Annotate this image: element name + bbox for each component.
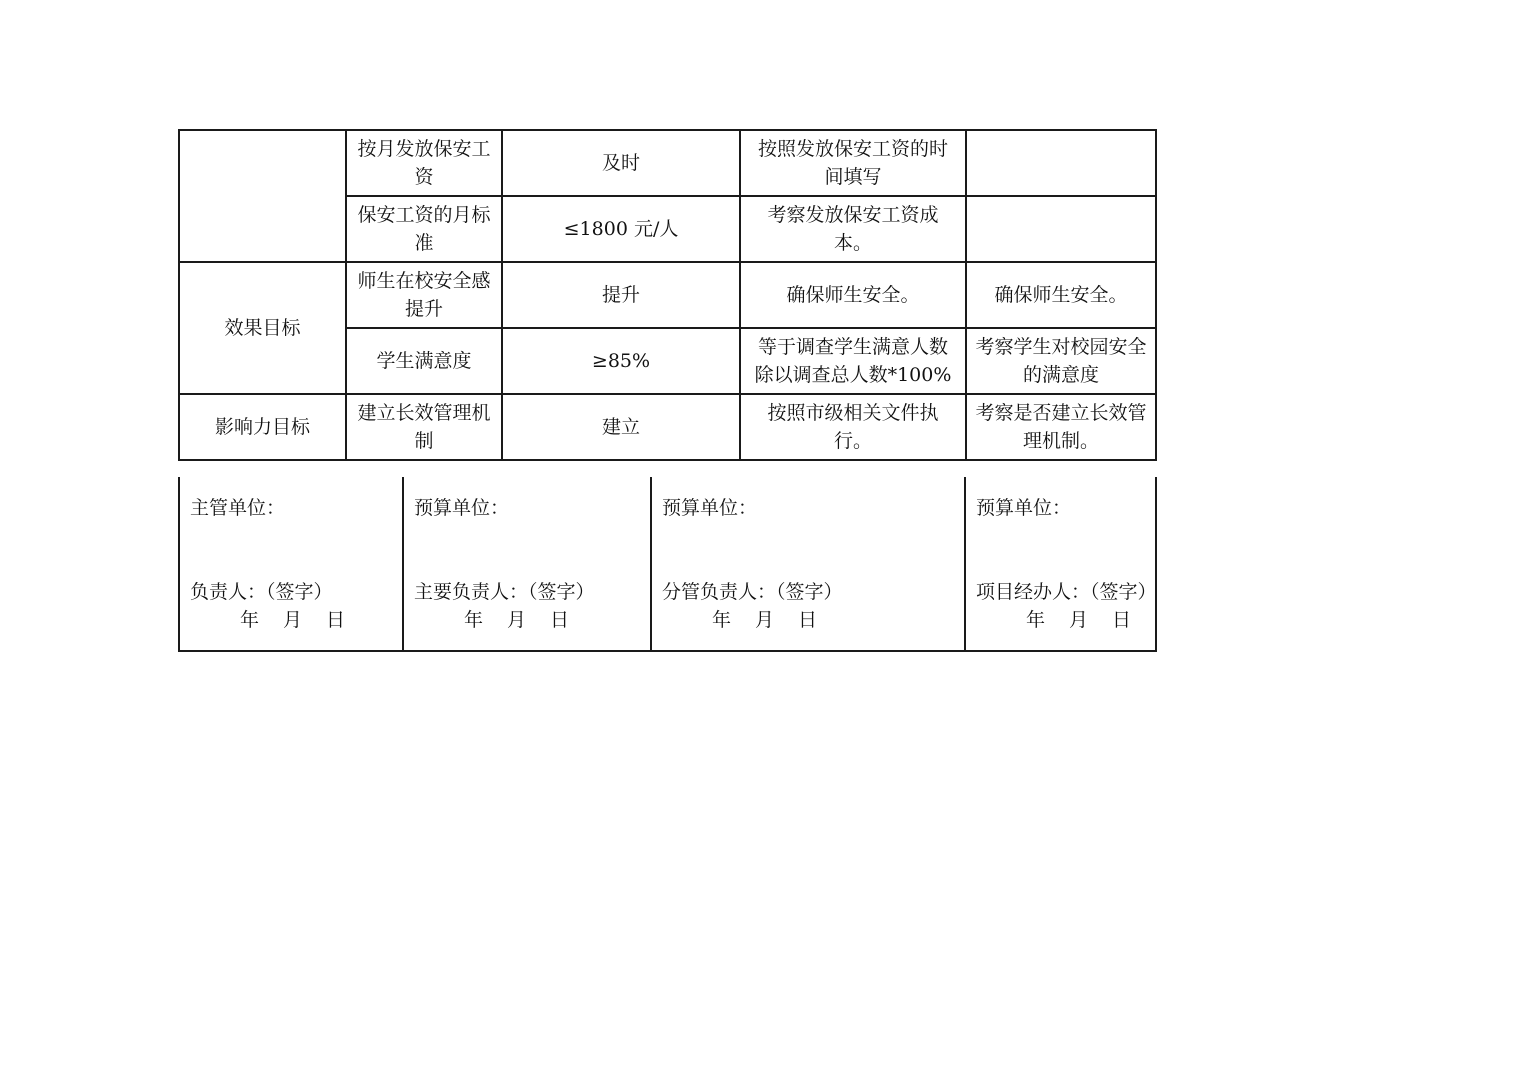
table-row	[179, 394, 1156, 460]
signer-label: 分管负责人：（签字）	[662, 581, 843, 603]
category-cell: 影响力目标	[179, 394, 346, 460]
table-row	[179, 262, 1156, 328]
year-label: 年	[464, 609, 484, 631]
day-label: 日	[1112, 609, 1132, 631]
month-label: 月	[507, 609, 527, 631]
unit-label: 主管单位：	[190, 497, 286, 519]
note-cell	[966, 130, 1156, 196]
month-label: 月	[755, 609, 775, 631]
category-cell	[179, 130, 346, 262]
signature-block-supervisor	[179, 477, 403, 651]
unit-label: 预算单位：	[414, 497, 510, 519]
signature-block-budget-head	[403, 477, 651, 651]
method-cell: 按照发放保安工资的时间填写	[740, 130, 966, 196]
signature-table	[178, 477, 1157, 652]
unit-label: 预算单位：	[976, 497, 1072, 519]
day-label: 日	[550, 609, 570, 631]
note-cell: 考察是否建立长效管理机制。	[966, 394, 1156, 460]
category-cell: 效果目标	[179, 262, 346, 394]
method-cell: 确保师生安全。	[740, 262, 966, 328]
method-cell: 考察发放保安工资成本。	[740, 196, 966, 262]
performance-goal-table	[178, 129, 1157, 461]
indicator-cell: 保安工资的月标准	[346, 196, 502, 262]
value-cell: ≤1800 元/人	[502, 196, 740, 262]
indicator-cell: 学生满意度	[346, 328, 502, 394]
year-label: 年	[240, 609, 260, 631]
method-cell: 按照市级相关文件执行。	[740, 394, 966, 460]
unit-label: 预算单位：	[662, 497, 758, 519]
value-cell: 建立	[502, 394, 740, 460]
year-label: 年	[712, 609, 732, 631]
value-cell: ≥85%	[502, 328, 740, 394]
signature-block-project-handler	[965, 477, 1156, 651]
value-cell: 提升	[502, 262, 740, 328]
table-row	[179, 130, 1156, 196]
date-line	[464, 605, 593, 632]
month-label: 月	[1069, 609, 1089, 631]
date-line	[712, 605, 841, 632]
signer-label: 主要负责人：（签字）	[414, 581, 595, 603]
note-cell: 确保师生安全。	[966, 262, 1156, 328]
indicator-cell: 建立长效管理机制	[346, 394, 502, 460]
note-cell	[966, 196, 1156, 262]
date-line	[1026, 605, 1155, 632]
method-cell: 等于调查学生满意人数除以调查总人数*100%	[740, 328, 966, 394]
month-label: 月	[283, 609, 303, 631]
day-label: 日	[798, 609, 818, 631]
note-cell: 考察学生对校园安全的满意度	[966, 328, 1156, 394]
signer-label: 负责人：（签字）	[190, 581, 333, 603]
signature-block-budget-deputy	[651, 477, 965, 651]
indicator-cell: 按月发放保安工资	[346, 130, 502, 196]
day-label: 日	[326, 609, 346, 631]
signer-label: 项目经办人：（签字）	[976, 581, 1157, 603]
year-label: 年	[1026, 609, 1046, 631]
date-line	[240, 605, 369, 632]
value-cell: 及时	[502, 130, 740, 196]
signature-row	[179, 477, 1156, 651]
indicator-cell: 师生在校安全感提升	[346, 262, 502, 328]
